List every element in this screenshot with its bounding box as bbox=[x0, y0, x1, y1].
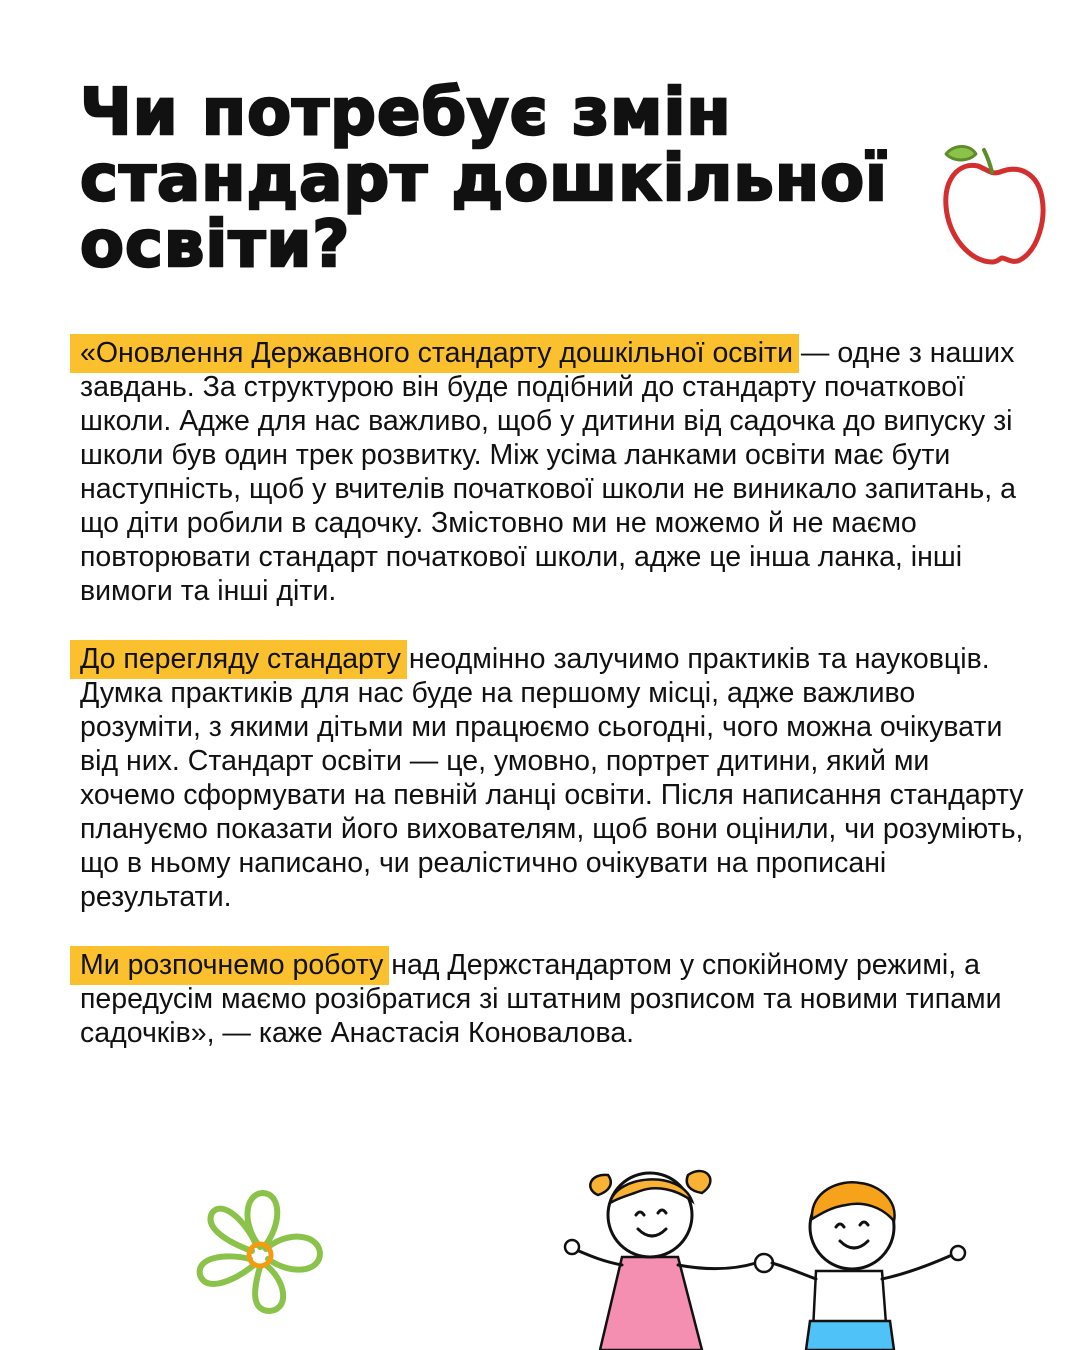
paragraph-1 bbox=[80, 336, 1030, 608]
apple-icon bbox=[940, 140, 1050, 270]
paragraph-3 bbox=[80, 948, 1030, 1050]
paragraph-text: — одне з наших завдань. За структурою він буде подібний до стандарту початкової школи. Адже для нас важливо, щоб у дитини від садочка до випуску зі школи був один трек розвитку. Між усіма ланками освіти має бути наступність, щоб у вчителів початкової школи не виникало запитань, а що діти робили в садочку. Змістовно ми не можемо й не маємо повторювати стандарт початкової школи, адже це інша ланка, інші вимоги та інші діти. bbox=[80, 337, 1016, 607]
paragraph-text: над Держстандартом у спокійному режимі, а передусім маємо розібратися зі штатним розписом та новими типами садочків», — каже Анастасія Коновалова. bbox=[80, 949, 1002, 1049]
kids-holding-hands-illustration bbox=[560, 1145, 980, 1350]
paragraph-2 bbox=[80, 642, 1030, 914]
title-line-3: освіти? bbox=[80, 208, 351, 282]
highlight-text: Ми розпочнемо роботу bbox=[80, 946, 383, 985]
highlight-text: До перегляду стандарту bbox=[80, 640, 401, 679]
title-line-2: стандарт дошкільної bbox=[80, 142, 888, 216]
page-title bbox=[80, 76, 930, 282]
article-body bbox=[80, 336, 1030, 1084]
title-line-1: Чи потребує змін bbox=[80, 76, 732, 150]
flower-icon bbox=[190, 1185, 330, 1320]
paragraph-text: неодмінно залучимо практиків та науковців. Думка практиків для нас буде на першому місці, адже важливо розуміти, з якими дітьми ми працюємо сьогодні, чого можна очікувати від них. Стандарт освіти — це, умовно, портрет дитини, який ми хочемо сформувати на певній ланці освіти. Після написання стандарту плануємо показати його вихователям, щоб вони оцінили, чи розуміють, що в ньому написано, чи реалістично очікувати на прописані результати. bbox=[80, 643, 1024, 913]
highlight-text: «Оновлення Державного стандарту дошкільної освіти bbox=[80, 334, 793, 373]
